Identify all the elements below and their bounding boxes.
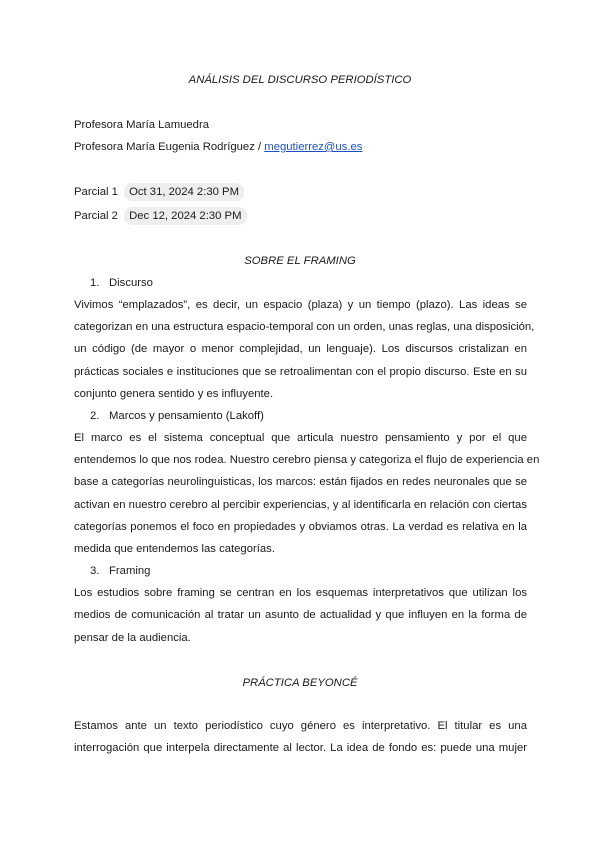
section-heading-beyonce: PRÁCTICA BEYONCÉ [242,677,358,689]
date-chip[interactable]: Dec 12, 2024 2:30 PM [124,207,246,225]
paragraph-line: categorías ponemos el foco en propiedades y obviamos otras. La verdad es relativa en la [74,521,527,533]
paragraph-line: Vivimos “emplazados”, es decir, un espacio (plaza) y un tiempo (plazo). Las ideas se [74,299,527,311]
exam-row-1 [74,183,244,201]
paragraph-line: entendemos lo que nos rodea. Nuestro cerebro piensa y categoriza el flujo de experiencia en [74,454,540,466]
document-title: ANÁLISIS DEL DISCURSO PERIODÍSTICO [188,74,412,86]
exam-row-2 [74,207,247,225]
paragraph-line: activan en nuestro cerebro al percibir experiencias, y al identificarla en relación con ciertas [74,499,527,511]
list-item-title: Framing [109,565,151,577]
paragraph-line: base a categorías neurolinguisticas, los marcos: están fijados en redes neuronales que se [74,476,527,488]
paragraph-line: Los estudios sobre framing se centran en los esquemas interpretativos que utilizan los [74,587,527,599]
paragraph-line: El marco es el sistema conceptual que articula nuestro pensamiento y por el que [74,432,527,444]
professor-line-1: Profesora María Lamuedra [74,119,209,131]
paragraph-line: conjunto genera sentido y es influyente. [74,388,274,400]
paragraph-line: interrogación que interpela directamente al lector. La idea de fondo es: puede una mujer [74,742,527,754]
paragraph-line: prácticas sociales e instituciones que se retroalimentan con el propio discurso. Este en su [74,366,527,378]
paragraph-line: un código (de mayor o menor complejidad, un lenguaje). Los discursos cristalizan en [74,343,527,355]
professor-line-2 [74,139,362,155]
paragraph-line: medida que entendemos las categorías. [74,543,275,555]
list-item-title: Discurso [109,277,153,289]
exam-label: Parcial 1 [74,186,118,198]
list-number: 3. [90,565,100,577]
paragraph-line: Estamos ante un texto periodístico cuyo género es interpretativo. El titular es una [74,720,527,732]
professor-name-2: Profesora María Eugenia Rodríguez / [74,141,262,153]
paragraph-line: pensar de la audiencia. [74,632,191,644]
paragraph-line: categorizan en una estructura espacio-temporal con un orden, unas reglas, una disposición, [74,321,535,333]
list-number: 2. [90,410,100,422]
list-number: 1. [90,277,100,289]
email-link[interactable]: megutierrez@us.es [264,141,363,153]
list-item-title: Marcos y pensamiento (Lakoff) [109,410,264,422]
section-heading-framing: SOBRE EL FRAMING [244,255,356,267]
date-chip[interactable]: Oct 31, 2024 2:30 PM [124,183,244,201]
paragraph-line: medios de comunicación al tratar un asunto de actualidad y que influyen en la forma de [74,609,527,621]
exam-label: Parcial 2 [74,210,118,222]
